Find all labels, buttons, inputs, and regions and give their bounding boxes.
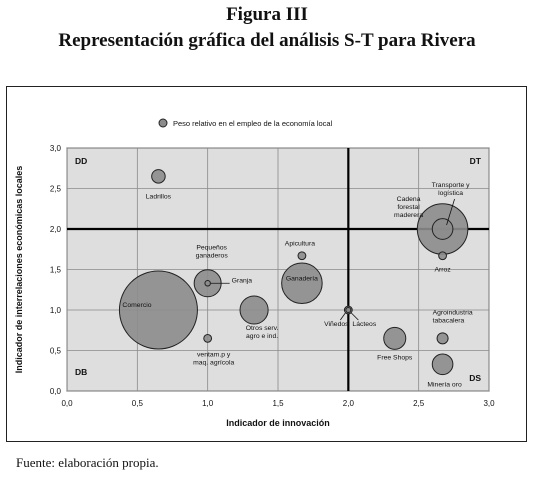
y-axis-label: Indicador de interrelaciones económicas locales	[14, 165, 24, 374]
bubble-label-line: Minería oro	[427, 381, 462, 389]
y-tick-label: 2,5	[49, 184, 61, 194]
bubble-label-line: Apicultura	[284, 240, 316, 248]
quadrant-label: DB	[75, 367, 88, 377]
y-tick-label: 3,0	[49, 144, 61, 153]
bubble-label-line: Arroz	[434, 266, 451, 274]
bubble	[240, 296, 268, 324]
x-axis-label: Indicador de innovación	[226, 418, 330, 428]
y-tick-label: 1,5	[49, 265, 61, 275]
bubble-label	[122, 302, 151, 309]
bubble-label-line: Cadena	[396, 196, 421, 203]
bubble-label-line: logística	[438, 190, 464, 197]
bubble-label	[352, 321, 376, 328]
x-tick-label: 0,0	[61, 399, 73, 408]
bubble-label-line: maq. agrícola	[193, 359, 235, 367]
bubble-label	[394, 196, 423, 219]
x-tick-label: 2,5	[413, 399, 425, 408]
bubble	[384, 327, 406, 349]
bubble-chart	[7, 87, 526, 441]
bubble-label-line: Ladrillos	[145, 193, 172, 201]
bubble	[152, 170, 166, 184]
bubble	[432, 354, 453, 375]
bubble-label-line: ventam.p y	[197, 351, 231, 359]
bubble-label	[146, 193, 172, 200]
x-tick-label: 1,5	[272, 399, 284, 408]
bubble-label-line: Viñedos	[324, 321, 349, 328]
bubble-label	[324, 321, 349, 328]
bubble-label	[193, 351, 234, 366]
bubble-label-line: Granja	[231, 277, 253, 285]
bubble-label-line: Comercio	[122, 302, 152, 309]
bubble-label-line: Agroindustria	[432, 309, 473, 317]
quadrant-label: DS	[469, 373, 481, 383]
bubble	[205, 281, 211, 287]
source-note: Fuente: elaboración propia.	[16, 455, 159, 470]
bubble-label	[232, 277, 253, 284]
bubble	[346, 308, 351, 313]
chart-frame	[6, 86, 527, 442]
x-tick-label: 0,5	[131, 399, 143, 408]
bubble	[282, 263, 323, 304]
bubble-label-line: Otros serv.	[245, 325, 279, 332]
figure-title: Figura III	[226, 4, 308, 25]
bubble-label-line: Pequeños	[196, 244, 227, 252]
bubble	[439, 252, 447, 260]
bubble-label-line: forestal	[397, 204, 420, 211]
x-tick-label: 1,0	[202, 399, 214, 408]
bubble	[437, 333, 448, 344]
bubble	[119, 271, 197, 349]
bubble-label-line: Free Shops	[377, 354, 413, 362]
bubble	[432, 219, 453, 240]
y-tick-label: 2,0	[49, 225, 61, 234]
bubble-label-line: Lácteos	[352, 321, 377, 328]
bubble-label	[286, 275, 318, 282]
bubble-label-line: maderera	[394, 212, 424, 219]
bubble-label	[434, 267, 451, 274]
bubble-label-line: Ganadería	[285, 275, 318, 283]
bubble	[204, 334, 212, 342]
bubble-label-line: ganaderos	[195, 252, 228, 260]
y-tick-label: 1,0	[49, 306, 61, 315]
bubble-label	[246, 325, 279, 340]
x-tick-label: 3,0	[483, 399, 495, 408]
bubble-label	[285, 241, 315, 248]
bubble-label	[377, 354, 413, 361]
legend-label: Peso relativo en el empleo de la economía local	[173, 119, 333, 128]
quadrant-label: DD	[75, 156, 88, 166]
quadrant-label: DT	[469, 156, 481, 166]
figure-subtitle: Representación gráfica del análisis S-T para Rivera	[58, 30, 476, 51]
bubble-label-line: Transporte y	[431, 182, 470, 189]
legend-marker	[159, 119, 167, 127]
y-tick-label: 0,0	[49, 387, 61, 396]
bubble-label-line: tabacalera	[432, 317, 465, 325]
bubble	[298, 252, 306, 260]
bubble-label-line: agro e ind.	[246, 333, 279, 340]
y-tick-label: 0,5	[49, 346, 61, 356]
x-tick-label: 2,0	[342, 399, 354, 408]
bubble-label	[196, 244, 229, 259]
bubble-label	[427, 381, 462, 388]
